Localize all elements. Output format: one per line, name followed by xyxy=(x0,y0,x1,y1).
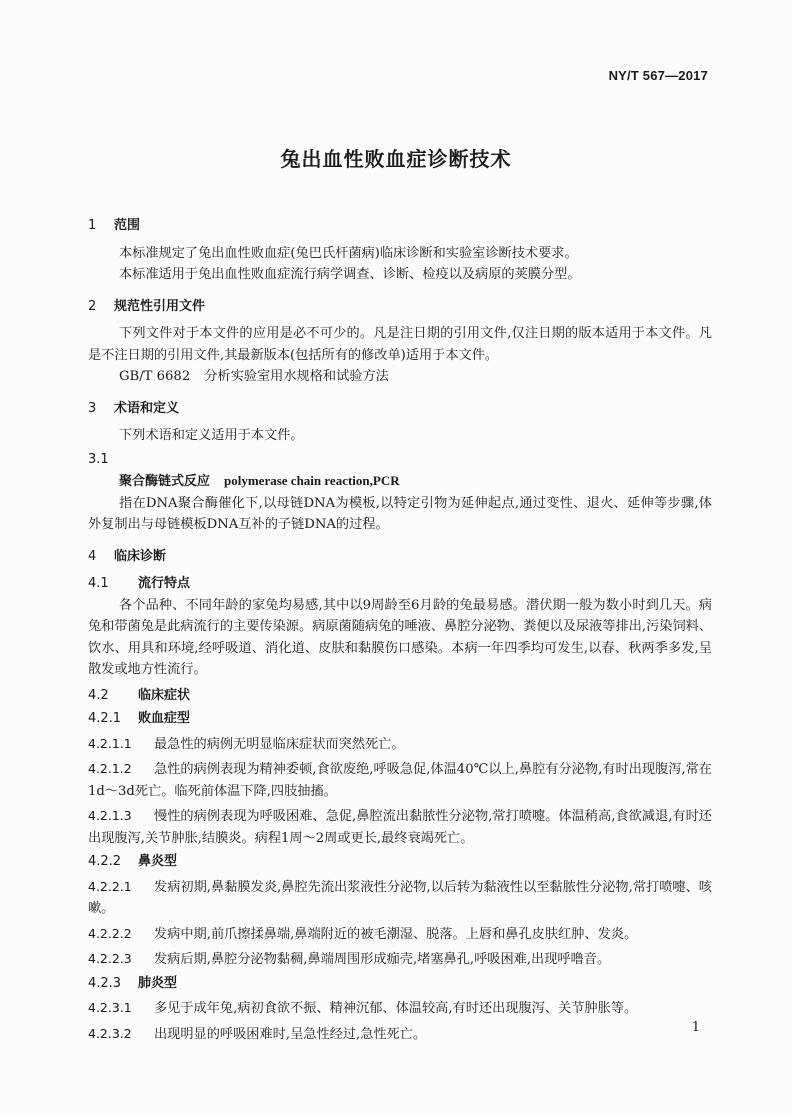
section-heading-3 xyxy=(88,398,712,420)
term-english: polymerase chain reaction,PCR xyxy=(224,473,400,488)
clause-text: 发病中期,前爪擦揉鼻端,鼻端附近的被毛潮湿、脱落。上唇和鼻孔皮肤红肿、发炎。 xyxy=(154,926,638,942)
section-number: 4 xyxy=(88,548,97,564)
term-chinese: 聚合酶链式反应 xyxy=(119,474,211,489)
section-title: 临床诊断 xyxy=(114,548,167,564)
section-number: 1 xyxy=(88,218,97,233)
clause-4-2-1-3 xyxy=(88,805,712,849)
clause-number: 4.2.2.2 xyxy=(88,925,132,941)
subsection-heading-4-2-3 xyxy=(88,973,712,995)
paragraph: 本标准适用于兔出血性败血症流行病学调查、诊断、检疫以及病原的荚膜分型。 xyxy=(119,267,581,282)
clause-number: 4.2.1.1 xyxy=(88,735,132,751)
reference-code: GB/T 6682 xyxy=(119,369,191,384)
clause-text: 多见于成年兔,病初食欲不振、精神沉郁、体温较高,有时还出现腹泻、关节肿胀等。 xyxy=(154,1001,638,1016)
page-number: 1 xyxy=(691,1020,700,1035)
document-body xyxy=(88,205,712,1045)
clause-4-2-2-3 xyxy=(88,948,712,971)
clause-4-2-2-2 xyxy=(88,923,712,946)
clause-4-2-3-1 xyxy=(88,997,712,1020)
subsection-number: 4.2 xyxy=(88,687,109,703)
subsection-title: 肺炎型 xyxy=(138,975,178,991)
section-heading-4 xyxy=(88,546,712,568)
subsection-heading-4-2 xyxy=(88,685,712,707)
subsection-title: 流行特点 xyxy=(138,576,191,591)
section-heading-2 xyxy=(88,296,712,318)
subsection-title: 鼻炎型 xyxy=(138,854,178,869)
paragraph: 本标准规定了兔出血性败血症(兔巴氏杆菌病)临床诊断和实验室诊断技术要求。 xyxy=(119,245,578,261)
clause-number: 4.2.2.3 xyxy=(88,951,132,966)
clause-number: 4.2.1.2 xyxy=(88,761,132,776)
subsection-heading-4-2-1 xyxy=(88,708,712,730)
clause-text: 最急性的病例无明显临床症状而突然死亡。 xyxy=(154,736,405,752)
normative-reference xyxy=(88,366,712,388)
term-entry xyxy=(88,470,712,493)
subsection-heading-4-1 xyxy=(88,573,712,595)
clause-number: 4.2.2.1 xyxy=(88,878,132,894)
document-title: 兔出血性败血症诊断技术 xyxy=(280,147,512,171)
subsection-title: 临床症状 xyxy=(138,687,191,703)
clause-text: 发病后期,鼻腔分泌物黏稠,鼻端周围形成痂壳,堵塞鼻孔,呼吸困难,出现呼噜音。 xyxy=(154,952,611,967)
clause-text: 慢性的病例表现为呼吸困难、急促,鼻腔流出黏脓性分泌物,常打喷嚏。体温稍高,食欲减退,有时还出现腹泻,关节肿胀,结膜炎。病程1周～2周或更长,最终衰竭死亡。 xyxy=(88,809,712,846)
clause-number: 4.2.3.1 xyxy=(88,1000,132,1015)
term-number: 3.1 xyxy=(88,451,109,467)
section-heading-1 xyxy=(88,215,712,237)
clause-4-2-1-1 xyxy=(88,733,712,756)
subsection-heading-4-2-2 xyxy=(88,851,712,873)
clause-text: 发病初期,鼻黏膜发炎,鼻腔先流出浆液性分泌物,以后转为黏液性以至黏脓性分泌物,常打喷嚏、咳嗽。 xyxy=(88,879,712,916)
subsection-number: 4.2.3 xyxy=(88,975,122,991)
subsection-number: 4.2.1 xyxy=(88,711,122,726)
clause-4-2-1-2 xyxy=(88,758,712,802)
section-title: 规范性引用文件 xyxy=(114,298,206,314)
section-number: 3 xyxy=(88,400,97,416)
clause-4-2-3-2 xyxy=(88,1023,712,1046)
paragraph: 各个品种、不同年龄的家兔均易感,其中以9周龄至6月龄的兔最易感。潜伏期一般为数小时到几天。病兔和带菌兔是此病流行的主要传染源。病原菌随病兔的唾液、鼻腔分泌物、粪便以及尿液等排出,污染饲料、饮水、用具和环境,经呼吸道、消化道、皮肤和黏膜伤口感染。本病一年四季均可发生,以春、秋两季多发,呈散发或地方性流行。 xyxy=(88,597,713,677)
paragraph: 下列术语和定义适用于本文件。 xyxy=(119,428,304,443)
section-title: 范围 xyxy=(114,218,141,233)
clause-text: 急性的病例表现为精神委顿,食欲废绝,呼吸急促,体温40℃以上,鼻腔有分泌物,有时出现腹泻,常在1d～3d死亡。临死前体温下降,四肢抽搐。 xyxy=(88,762,712,799)
clause-4-2-2-1 xyxy=(88,876,712,920)
subsection-title: 败血症型 xyxy=(138,711,191,726)
reference-title: 分析实验室用水规格和试验方法 xyxy=(204,369,389,384)
clause-text: 出现明显的呼吸困难时,呈急性经过,急性死亡。 xyxy=(154,1026,427,1042)
subsection-number: 4.1 xyxy=(88,576,109,591)
paragraph: 下列文件对于本文件的应用是必不可少的。凡是注日期的引用文件,仅注日期的版本适用于本文件。凡是不注日期的引用文件,其最新版本(包括所有的修改单)适用于本文件。 xyxy=(88,326,712,363)
term-definition: 指在DNA聚合酶催化下,以母链DNA为模板,以特定引物为延伸起点,通过变性、退火、延伸等步骤,体外复制出与母链模板DNA互补的子链DNA的过程。 xyxy=(88,495,712,532)
section-number: 2 xyxy=(88,298,97,314)
section-title: 术语和定义 xyxy=(114,400,180,416)
clause-number: 4.2.1.3 xyxy=(88,808,132,823)
standard-code: NY/T 567—2017 xyxy=(608,68,708,83)
subsection-number: 4.2.2 xyxy=(88,854,122,869)
clause-number: 4.2.3.2 xyxy=(88,1025,132,1041)
